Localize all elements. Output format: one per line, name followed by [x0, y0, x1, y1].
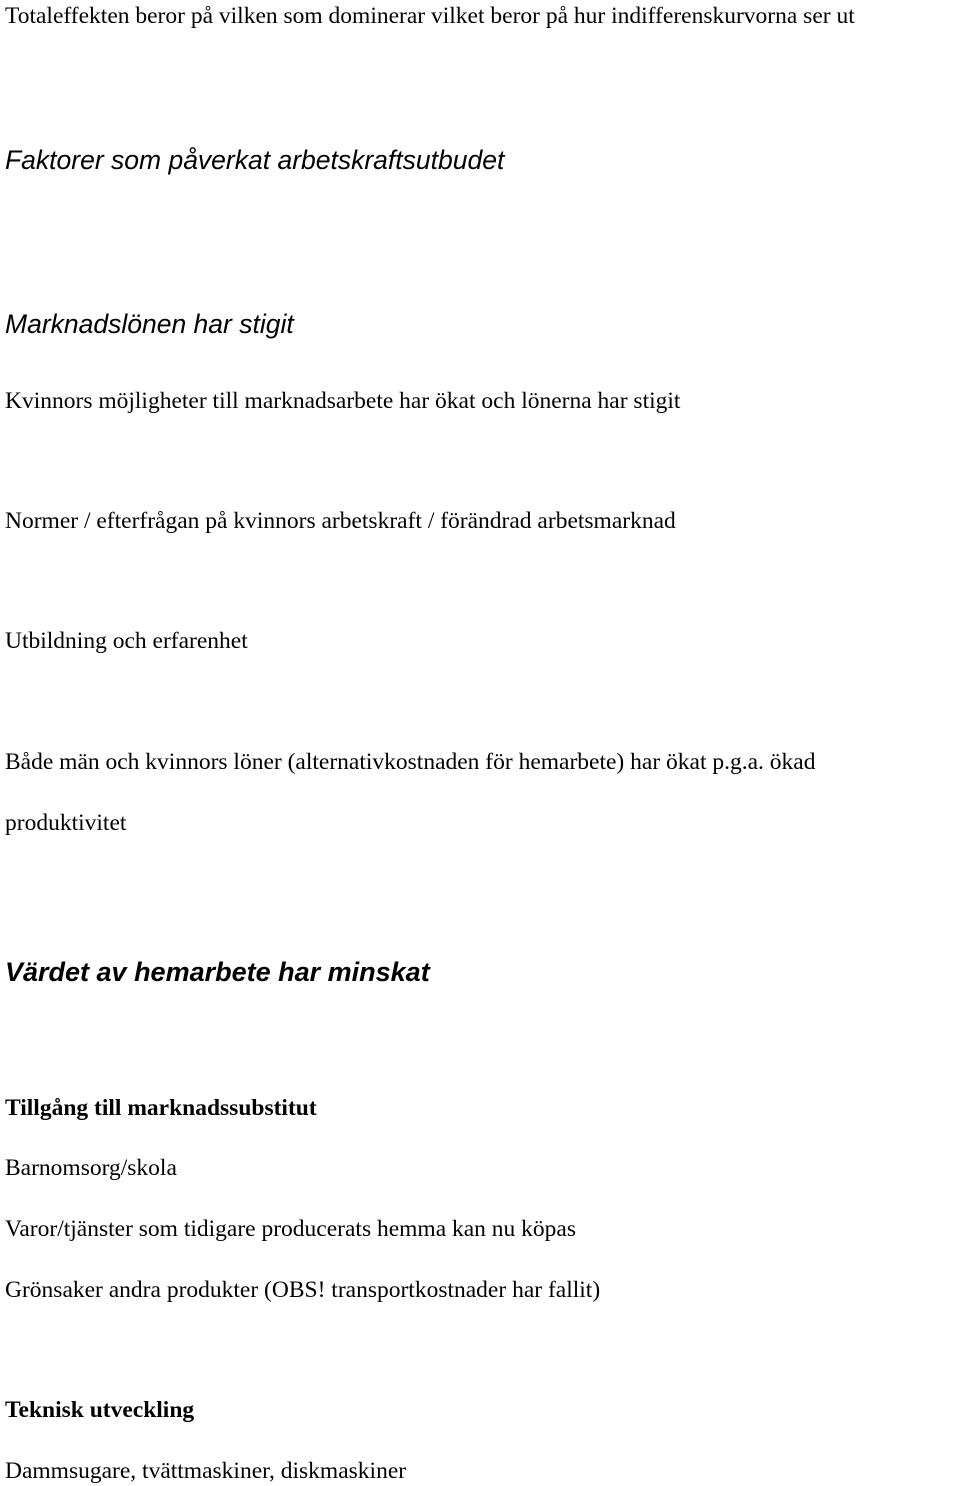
section-title: Faktorer som påverkat arbetskraftsutbudet [5, 145, 505, 175]
list-item-dammsugare: Dammsugare, tvättmaskiner, diskmaskiner [5, 1458, 407, 1484]
list-item-varor-tjanster: Varor/tjänster som tidigare producerats hemma kan nu köpas [5, 1216, 577, 1242]
group-heading-teknisk-utveckling: Teknisk utveckling [5, 1397, 195, 1423]
intro-text: Totaleffekten beror på vilken som dominerar vilket beror på hur indifferenskurvorna ser ut [5, 3, 855, 29]
group-heading-marknadssubstitut: Tillgång till marknadssubstitut [5, 1095, 317, 1121]
list-item-barnomsorg: Barnomsorg/skola [5, 1155, 177, 1181]
paragraph-kvinnors-mojligheter: Kvinnors möjligheter till marknadsarbete har ökat och lönerna har stigit [5, 388, 681, 414]
subsection-title-vardet-av-hemarbete: Värdet av hemarbete har minskat [5, 957, 430, 987]
paragraph-bade-man-och-kvinnor: Både män och kvinnors löner (alternativkostnaden för hemarbete) har ökat p.g.a. ökad [5, 749, 816, 775]
paragraph-utbildning: Utbildning och erfarenhet [5, 628, 248, 654]
paragraph-produktivitet: produktivitet [5, 810, 127, 836]
list-item-gronsaker: Grönsaker andra produkter (OBS! transportkostnader har fallit) [5, 1277, 601, 1303]
subsection-title-marknadslonen: Marknadslönen har stigit [5, 309, 294, 339]
paragraph-normer: Normer / efterfrågan på kvinnors arbetskraft / förändrad arbetsmarknad [5, 508, 676, 534]
